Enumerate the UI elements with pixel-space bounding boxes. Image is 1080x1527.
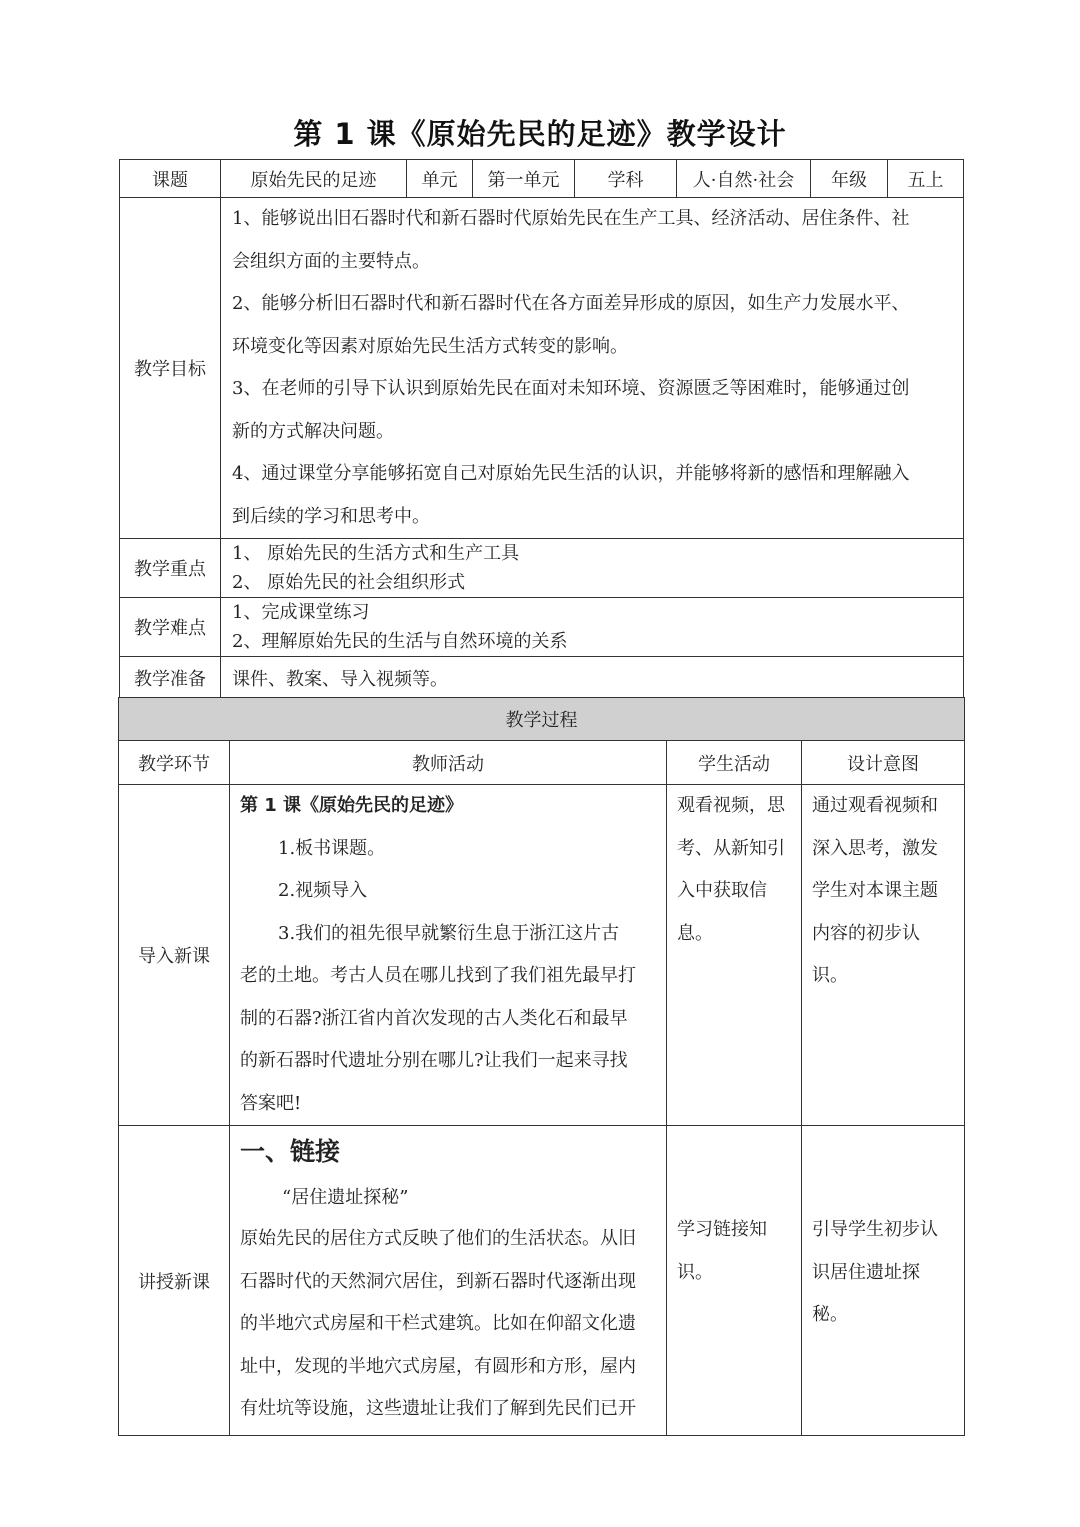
lecture-teacher-activity [230, 1126, 667, 1436]
intro-teacher-activity [230, 785, 667, 1126]
key-point-item: 2、 原始先民的社会组织形式 [232, 572, 466, 593]
difficulty-item: 2、理解原始先民的生活与自然环境的关系 [232, 631, 568, 652]
objective-line: 2、能够分析旧石器时代和新石器时代在各方面差异形成的原因，如生产力发展水平、 [232, 293, 910, 314]
student-line: 考、从新知引 [677, 837, 785, 859]
grade-label: 年级 [811, 160, 888, 198]
objectives-content [221, 198, 964, 539]
student-line: 入中获取信 [677, 880, 767, 901]
student-line: 学习链接知 [677, 1219, 767, 1240]
objective-line: 会组织方面的主要特点。 [232, 250, 430, 272]
stage-lecture: 讲授新课 [119, 1126, 230, 1436]
objectives-label: 教学目标 [120, 198, 221, 539]
preparation-value: 课件、教案、导入视频等。 [221, 657, 964, 699]
student-line: 观看视频，思 [677, 795, 785, 816]
section-heading: 一、链接 [240, 1137, 341, 1166]
difficulties-content [221, 598, 964, 657]
intro-row [119, 785, 965, 1126]
teaching-process-table [118, 697, 965, 1436]
intro-design-intent [802, 785, 965, 1126]
intent-line: 识居住遗址探 [812, 1261, 920, 1283]
teacher-line: 老的土地。考古人员在哪儿找到了我们祖先最早打 [240, 965, 636, 986]
teacher-item: 2.视频导入 [278, 880, 368, 901]
process-header: 教学过程 [119, 698, 965, 741]
intent-line: 秘。 [812, 1304, 848, 1325]
teacher-item: 1.板书课题。 [278, 837, 386, 859]
lesson-info-table [119, 159, 964, 699]
objective-line: 环境变化等因素对原始先民生活方式转变的影响。 [232, 335, 628, 357]
teacher-line: 原始先民的居住方式反映了他们的生活状态。从旧 [240, 1228, 636, 1249]
difficulty-item: 1、完成课堂练习 [232, 602, 370, 623]
grade-value: 五上 [888, 160, 964, 198]
topic-label: 课题 [120, 160, 221, 198]
teacher-item: 3.我们的祖先很早就繁衍生息于浙江这片古 [278, 922, 620, 944]
teacher-line: 答案吧! [240, 1092, 302, 1114]
intent-line: 引导学生初步认 [812, 1219, 938, 1240]
column-header: 教师活动 [230, 741, 667, 785]
intro-student-activity [667, 785, 802, 1126]
section-subheading: “居住遗址探秘” [282, 1187, 409, 1208]
stage-intro: 导入新课 [119, 785, 230, 1126]
intent-line: 识。 [812, 965, 848, 986]
objective-line: 3、在老师的引导下认识到原始先民在面对未知环境、资源匮乏等困难时，能够通过创 [232, 378, 910, 399]
difficulties-label: 教学难点 [120, 598, 221, 657]
column-header: 设计意图 [802, 741, 965, 785]
unit-label: 单元 [407, 160, 473, 198]
key-points-label: 教学重点 [120, 539, 221, 598]
student-line: 息。 [677, 922, 713, 944]
lesson-title-line: 第 1 课《原始先民的足迹》 [240, 795, 464, 816]
student-line: 识。 [677, 1261, 713, 1283]
objective-line: 新的方式解决问题。 [232, 420, 394, 442]
subject-label: 学科 [575, 160, 677, 198]
lecture-design-intent [802, 1126, 965, 1436]
objective-line: 1、能够说出旧石器时代和新石器时代原始先民在生产工具、经济活动、居住条件、社 [232, 208, 910, 229]
lecture-student-activity [667, 1126, 802, 1436]
intent-line: 内容的初步认 [812, 922, 920, 944]
objective-line: 到后续的学习和思考中。 [232, 505, 430, 527]
intent-line: 通过观看视频和 [812, 795, 938, 816]
teacher-line: 的半地穴式房屋和干栏式建筑。比如在仰韶文化遗 [240, 1313, 636, 1334]
intent-line: 学生对本课主题 [812, 880, 938, 901]
objective-line: 4、通过课堂分享能够拓宽自己对原始先民生活的认识，并能够将新的感悟和理解融入 [232, 463, 910, 484]
column-header: 学生活动 [667, 741, 802, 785]
lecture-row [119, 1126, 965, 1436]
teacher-line: 制的石器?浙江省内首次发现的古人类化石和最早 [240, 1007, 628, 1029]
teacher-line: 址中，发现的半地穴式房屋，有圆形和方形，屋内 [240, 1355, 636, 1377]
unit-value: 第一单元 [473, 160, 575, 198]
intent-line: 深入思考，激发 [812, 837, 938, 859]
topic-value: 原始先民的足迹 [221, 160, 407, 198]
teacher-line: 的新石器时代遗址分别在哪儿?让我们一起来寻找 [240, 1050, 628, 1071]
column-header: 教学环节 [119, 741, 230, 785]
page-title: 第 1 课《原始先民的足迹》教学设计 [293, 117, 787, 151]
teacher-line: 石器时代的天然洞穴居住，到新石器时代逐渐出现 [240, 1270, 636, 1292]
key-point-item: 1、 原始先民的生活方式和生产工具 [232, 543, 520, 564]
subject-value: 人·自然·社会 [677, 160, 811, 198]
key-points-content [221, 539, 964, 598]
teacher-line: 有灶坑等设施，这些遗址让我们了解到先民们已开 [240, 1398, 636, 1419]
preparation-label: 教学准备 [120, 657, 221, 699]
